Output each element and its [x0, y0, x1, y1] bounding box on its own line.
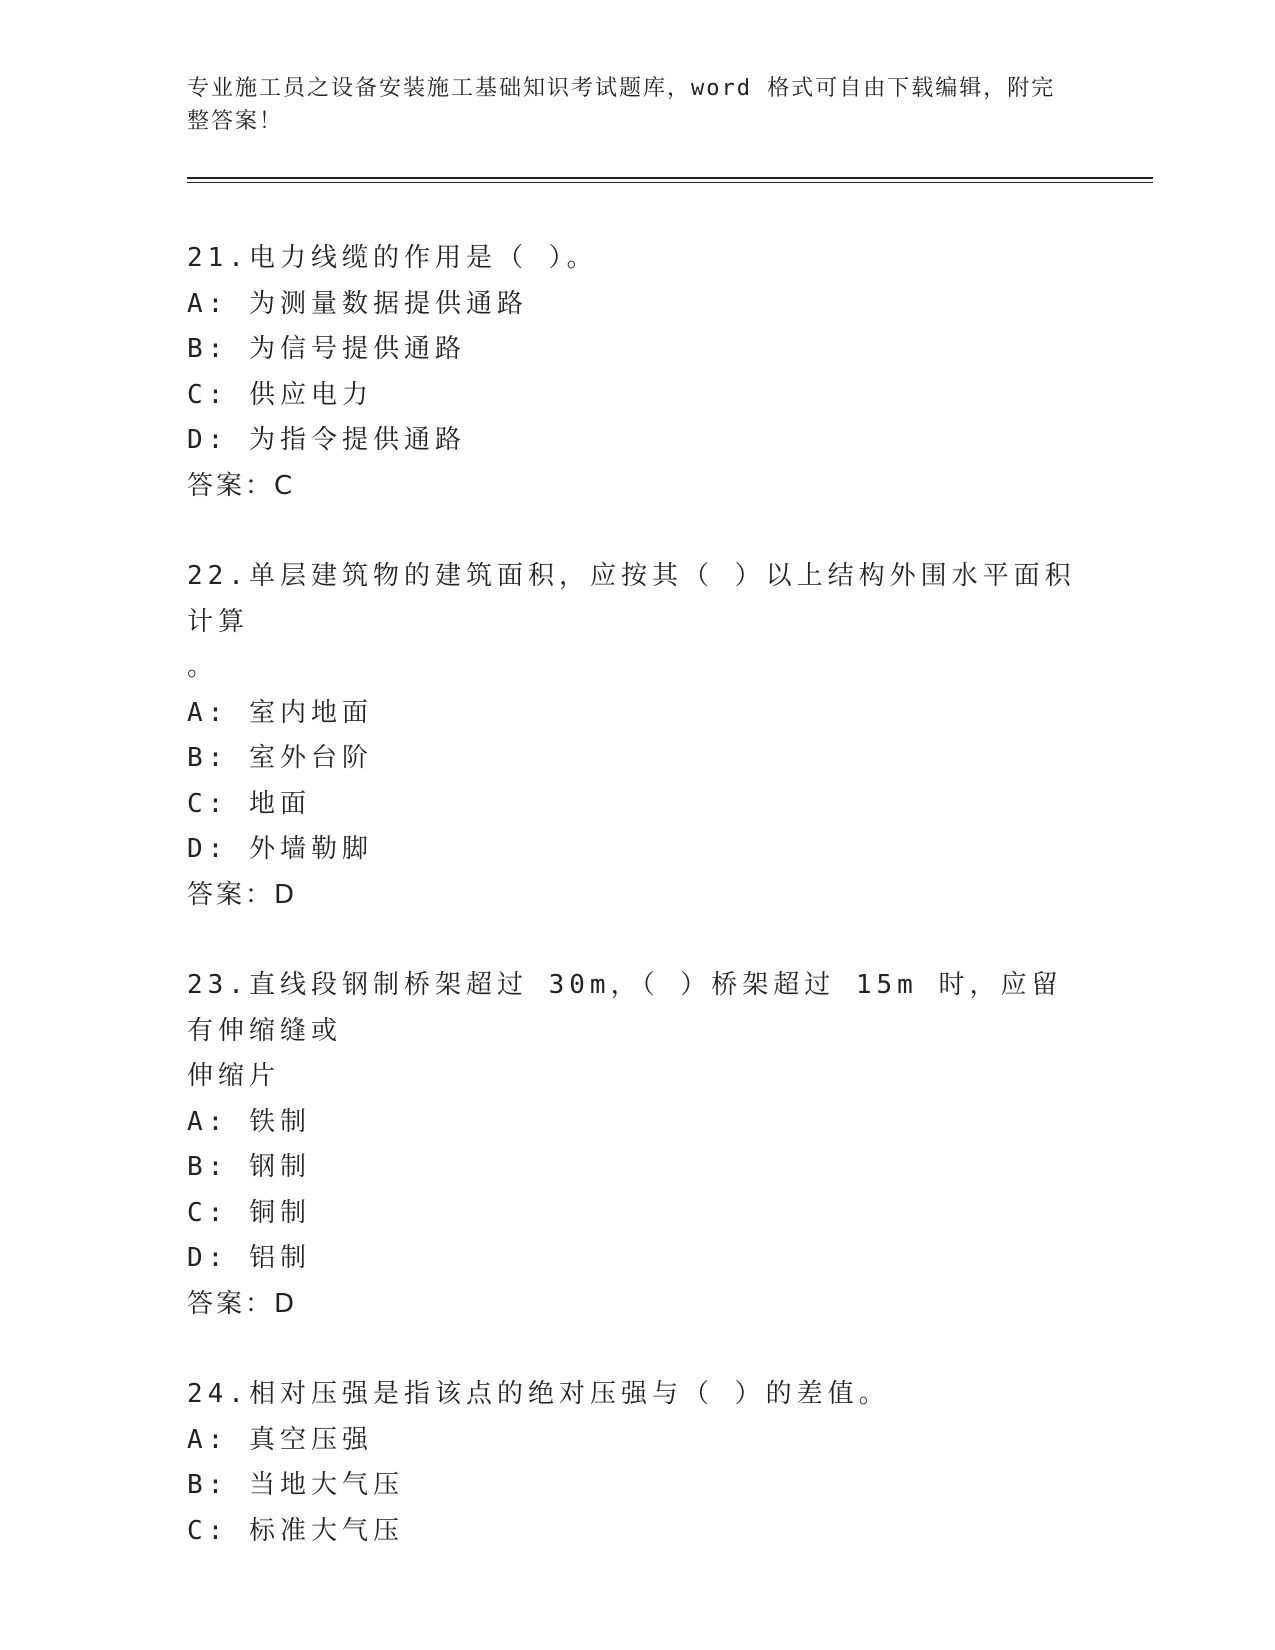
option-c: C: 标准大气压	[187, 1515, 404, 1546]
question-24	[187, 1372, 1087, 1554]
answer-value: C	[274, 470, 296, 501]
option-a: A: 真空压强	[187, 1424, 373, 1455]
question-stem: 21.电力线缆的作用是（ ）。	[187, 243, 598, 273]
header-line-2: 整答案！	[187, 109, 284, 134]
question-21	[187, 236, 1087, 509]
answer-line	[187, 1282, 1087, 1328]
option-a: A: 为测量数据提供通路	[187, 288, 528, 319]
option-b: B: 为信号提供通路	[187, 334, 466, 364]
option-a: A: 室内地面	[187, 697, 373, 728]
option-b: B: 钢制	[187, 1152, 311, 1182]
answer-label: 答案：	[187, 470, 275, 501]
question-stem: 23.直线段钢制桥架超过 30m，（ ）桥架超过 15m 时，应留有伸缩缝或	[187, 970, 1063, 1046]
document-header	[187, 72, 1067, 138]
answer-value: D	[274, 1288, 298, 1319]
option-c: C: 铜制	[187, 1197, 311, 1228]
option-c: C: 供应电力	[187, 379, 373, 410]
answer-value: D	[274, 879, 298, 910]
question-stem-continued: 伸缩片	[187, 1061, 281, 1091]
answer-label: 答案：	[187, 879, 275, 910]
answer-label: 答案：	[187, 1288, 275, 1319]
question-23	[187, 963, 1087, 1327]
question-22	[187, 554, 1087, 918]
option-c: C: 地面	[187, 788, 311, 819]
answer-line	[187, 873, 1087, 919]
header-line-1: 专业施工员之设备安装施工基础知识考试题库，word 格式可自由下载编辑，附完	[187, 76, 1056, 101]
option-d: D: 铝制	[187, 1243, 311, 1273]
question-stem: 24.相对压强是指该点的绝对压强与（ ）的差值。	[187, 1379, 890, 1409]
option-d: D: 为指令提供通路	[187, 425, 466, 455]
question-list	[187, 236, 1087, 1599]
option-b: B: 室外台阶	[187, 743, 373, 773]
header-divider-bottom	[187, 182, 1153, 183]
option-d: D: 外墙勒脚	[187, 834, 373, 864]
option-a: A: 铁制	[187, 1106, 311, 1137]
option-b: B: 当地大气压	[187, 1470, 404, 1500]
answer-line	[187, 464, 1087, 510]
question-stem: 22.单层建筑物的建筑面积，应按其（ ）以上结构外围水平面积计算	[187, 561, 1076, 637]
header-divider-top	[187, 177, 1153, 179]
question-stem-continued: 。	[187, 652, 219, 682]
